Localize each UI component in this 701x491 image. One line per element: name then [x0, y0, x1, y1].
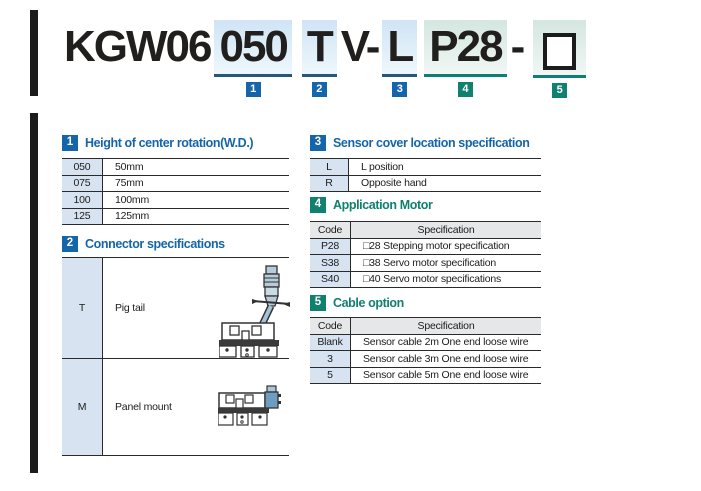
- top-section-rule: [30, 10, 38, 96]
- segment-badge-1: 1: [246, 82, 261, 97]
- connector-table: [62, 257, 289, 456]
- spec-header-cell: Specification: [351, 222, 541, 238]
- part-number: [62, 20, 588, 98]
- spec-cell: Sensor cable 3m One end loose wire: [363, 352, 529, 365]
- spec-cell: 125mm: [115, 210, 150, 223]
- spec-cell: [103, 359, 289, 455]
- segment-location-text: L: [387, 22, 413, 71]
- segment-height-text: 050: [219, 22, 287, 71]
- segment-motor: [424, 20, 506, 97]
- table-row: [310, 239, 541, 256]
- table-row: [62, 359, 289, 456]
- table-header-row: [310, 318, 541, 335]
- table-row: [310, 335, 541, 352]
- table-row: [310, 351, 541, 368]
- connector-label: Pig tail: [115, 302, 145, 314]
- segment-location: [382, 20, 417, 97]
- code-cell: P28: [310, 239, 351, 255]
- spec-cell: 75mm: [115, 177, 144, 190]
- cable-table: [310, 317, 541, 384]
- heading-application-motor: [310, 197, 541, 213]
- spec-cell: L position: [361, 160, 404, 173]
- table-row: [62, 209, 289, 226]
- code-cell: T: [62, 258, 103, 358]
- sensor-table: [310, 158, 541, 192]
- height-table: [62, 158, 289, 225]
- table-row: [62, 176, 289, 193]
- heading-title: Cable option: [333, 296, 404, 310]
- spec-cell: Opposite hand: [361, 177, 427, 190]
- table-row: [62, 159, 289, 176]
- right-column: [310, 130, 541, 384]
- code-cell: R: [310, 176, 349, 192]
- heading-badge-4: 4: [310, 197, 326, 213]
- segment-badge-4: 4: [458, 82, 473, 97]
- heading-cable-option: [310, 295, 541, 311]
- motor-table: [310, 221, 541, 288]
- spec-cell: 50mm: [115, 160, 144, 173]
- spec-cell: Sensor cable 2m One end loose wire: [363, 336, 529, 349]
- code-cell: 100: [62, 192, 103, 208]
- part-number-prefix: [64, 20, 210, 74]
- segment-dash-text: -: [510, 22, 524, 71]
- prefix-text: KGW06: [64, 22, 211, 71]
- segment-connector-text: T: [306, 22, 332, 71]
- segment-fixed: [341, 20, 379, 74]
- code-cell: M: [62, 359, 103, 455]
- segment-motor-text: P28: [429, 22, 502, 71]
- segment-cable: [533, 20, 586, 98]
- code-cell: L: [310, 159, 349, 175]
- code-cell: Blank: [310, 335, 351, 351]
- heading-sensor-cover-location: [310, 135, 541, 151]
- table-row: [310, 368, 541, 385]
- spec-cell: Sensor cable 5m One end loose wire: [363, 369, 529, 382]
- bottom-section-rule: [30, 113, 38, 473]
- heading-title: Sensor cover location specification: [333, 136, 530, 150]
- table-row: [62, 192, 289, 209]
- code-cell: S38: [310, 255, 351, 271]
- connector-label: Panel mount: [115, 401, 172, 413]
- heading-badge-2: 2: [62, 236, 78, 252]
- segment-badge-2: 2: [312, 82, 327, 97]
- heading-badge-1: 1: [62, 135, 78, 151]
- code-header-cell: Code: [310, 222, 351, 238]
- heading-badge-3: 3: [310, 135, 326, 151]
- spec-cell: □38 Servo motor specification: [363, 256, 497, 269]
- blank-box-icon: [543, 33, 576, 70]
- code-cell: 5: [310, 368, 351, 384]
- panel-mount-illustration: [218, 384, 282, 434]
- code-cell: 3: [310, 351, 351, 367]
- spec-cell: [103, 258, 289, 358]
- heading-height-of-center-rotation: [62, 135, 289, 151]
- pig-tail-illustration: [219, 265, 297, 359]
- heading-title: Connector specifications: [85, 237, 225, 251]
- table-row: [310, 255, 541, 272]
- segment-height: [214, 20, 291, 97]
- segment-fixed-text: V-: [340, 22, 379, 71]
- code-cell: 050: [62, 159, 103, 175]
- code-header-cell: Code: [310, 318, 351, 334]
- table-row: [310, 159, 541, 176]
- code-cell: 075: [62, 176, 103, 192]
- spec-cell: □40 Servo motor specifications: [363, 273, 502, 286]
- code-cell: 125: [62, 209, 103, 225]
- heading-title: Height of center rotation(W.D.): [85, 136, 254, 150]
- left-column: [62, 130, 289, 456]
- table-header-row: [310, 222, 541, 239]
- table-row: [310, 272, 541, 289]
- spec-cell: 100mm: [115, 193, 150, 206]
- segment-badge-5: 5: [552, 83, 567, 98]
- segment-dash: [511, 20, 524, 74]
- spec-header-cell: Specification: [351, 318, 541, 334]
- spec-cell: □28 Stepping motor specification: [363, 240, 510, 253]
- heading-title: Application Motor: [333, 198, 433, 212]
- segment-badge-3: 3: [392, 82, 407, 97]
- code-cell: S40: [310, 272, 351, 288]
- segment-connector: [302, 20, 337, 97]
- heading-badge-5: 5: [310, 295, 326, 311]
- table-row: [310, 176, 541, 193]
- heading-connector-specifications: [62, 236, 289, 252]
- table-row: [62, 258, 289, 359]
